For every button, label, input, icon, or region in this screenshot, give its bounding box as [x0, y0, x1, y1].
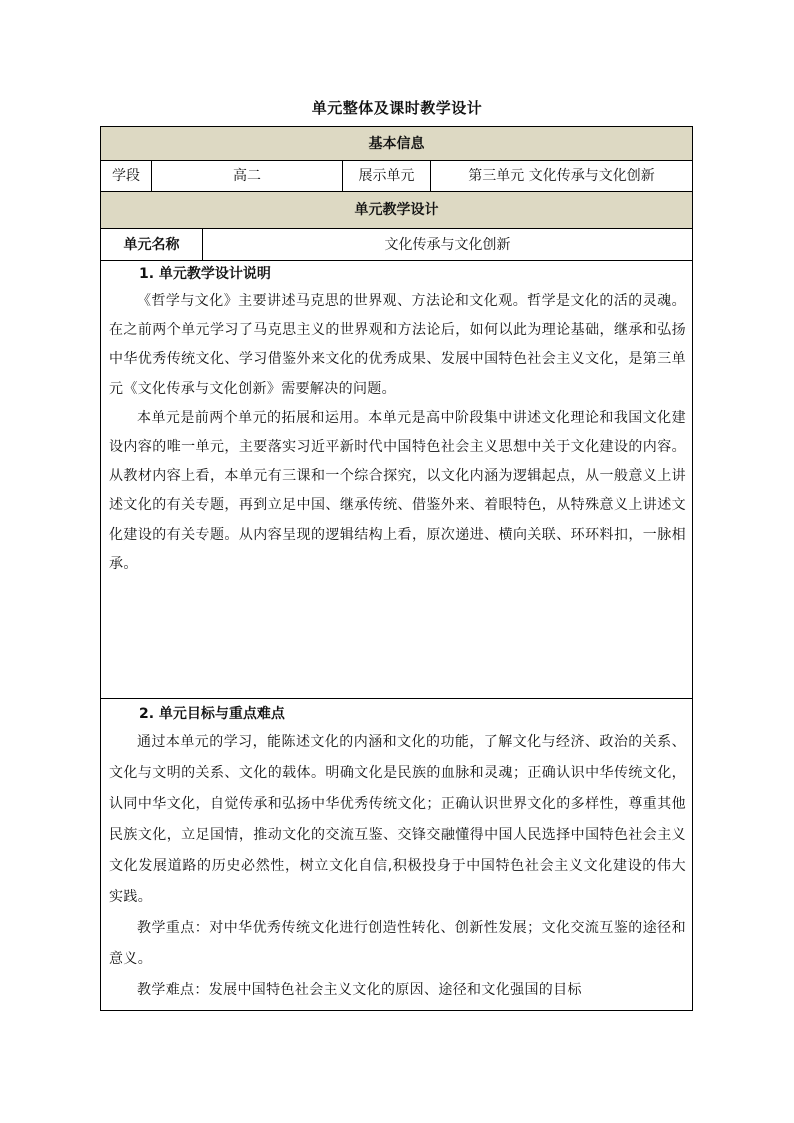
section-design-notes	[101, 261, 692, 699]
unit-name-value: 文化传承与文化创新	[384, 237, 511, 253]
paragraph: 本单元是前两个单元的拓展和运用。本单元是高中阶段集中讲述文化理论和我国文化建设内容的唯一单元，主要落实习近平新时代中国特色社会主义思想中关于文化建设的内容。从教材内容上看，本单元有三课和一个综合探究，以文化内涵为逻辑起点，从一般意义上讲述文化的有关专题，再到立足中国、继承传统、借鉴外来、着眼特色，从特殊意义上讲述文化建设的有关专题。从内容呈现的逻辑结构上看，原次递进、横向关联、环环料扣，一脉相承。	[109, 409, 686, 572]
stage-value: 高二	[152, 161, 343, 191]
unit-name-label: 单元名称	[101, 229, 203, 260]
section-goals	[101, 699, 692, 1010]
unit-name-row	[101, 229, 692, 261]
unit-design-header: 单元教学设计	[101, 192, 692, 229]
unit-value: 第三单元 文化传承与文化创新	[468, 168, 655, 184]
basic-info-row	[101, 161, 692, 192]
page-title: 单元整体及课时教学设计	[311, 99, 483, 117]
paragraph: 教学重点：对中华优秀传统文化进行创造性转化、创新性发展；文化交流互鉴的途径和意义。	[109, 920, 686, 967]
paragraph: 《哲学与文化》主要讲述马克思的世界观、方法论和文化观。哲学是文化的活的灵魂。在之前两个单元学习了马克思主义的世界观和方法论后，如何以此为理论基础，继承和弘扬中华优秀传统文化、学习借鉴外来文化的优秀成果、发展中国特色社会主义文化，是第三单元《文化传承与文化创新》需要解决的问题。	[109, 293, 686, 397]
design-table	[100, 126, 693, 1011]
basic-info-header: 基本信息	[101, 127, 692, 161]
paragraph: 教学难点：发展中国特色社会主义文化的原因、途径和文化强国的目标	[137, 982, 582, 998]
section-heading: 1. 单元教学设计说明	[139, 266, 271, 282]
paragraph: 通过本单元的学习，能陈述文化的内涵和文化的功能，了解文化与经济、政治的关系、文化与文明的关系、文化的载体。明确文化是民族的血脉和灵魂；正确认识中华传统文化，认同中华文化，自觉传承和弘扬中华优秀传统文化；正确认识世界文化的多样性，尊重其他民族文化，立足国情，推动文化的交流互鉴、交锋交融懂得中国人民选择中国特色社会主义文化发展道路的历史必然性，树立文化自信,积极投身于中国特色社会主义文化建设的伟大实践。	[109, 734, 686, 905]
stage-label: 学段	[101, 161, 152, 191]
unit-label: 展示单元	[343, 161, 431, 191]
section-heading: 2. 单元目标与重点难点	[139, 706, 285, 722]
